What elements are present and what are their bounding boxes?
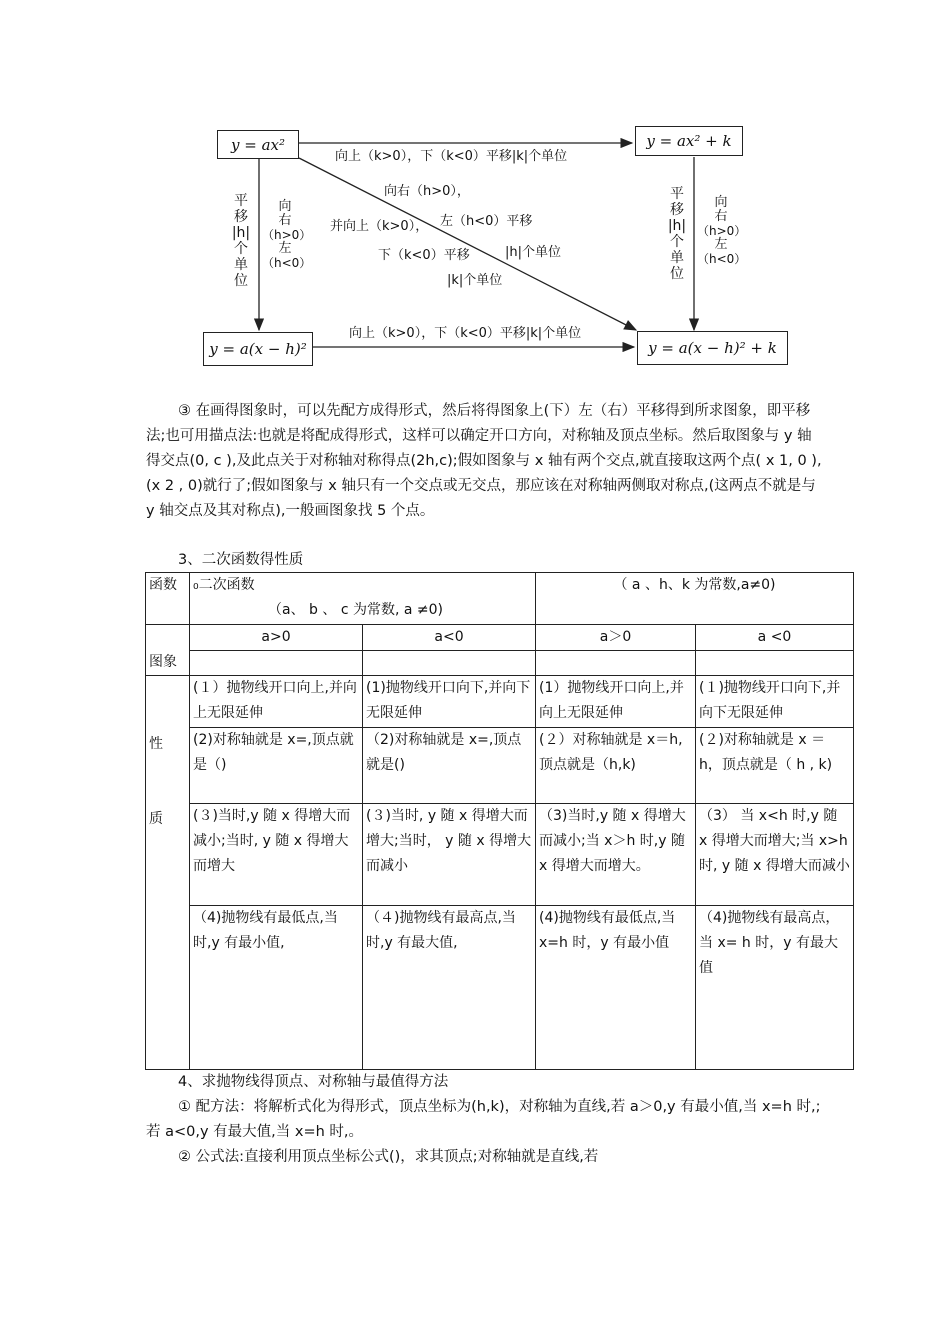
heading-vertex-methods: 4、求抛物线得顶点、对称轴与最值得方法 xyxy=(178,1074,449,1090)
label-char: 单 xyxy=(670,250,684,266)
prop-cell: (4)抛物线有最低点,当 x=h 时，y 有最小值 xyxy=(536,906,696,1070)
label-char: 移 xyxy=(670,202,684,218)
bottom-arrow-label: 向上（k>0），下（k<0）平移|k|个单位 xyxy=(349,326,582,341)
label-line: 向 xyxy=(278,199,292,214)
prop-cell: （4)抛物线有最低点,当时,y 有最小值, xyxy=(190,906,363,1070)
method-completing-square: ① 配方法：将解析式化为得形式，顶点坐标为(h,k)，对称轴为直线,若 a＞0,y 有最小值,当 x=h 时,;若 a<0,y 有最大值,当 x=h 时,。 xyxy=(146,1099,821,1140)
label-line: （h>0） xyxy=(697,224,747,238)
prop-cell: （3） 当 x<h 时,y 随 x 得增大而增大;当 x>h 时, y 随 x 得增大而减小 xyxy=(696,804,854,906)
left-shift-label xyxy=(226,193,256,289)
prop-cell: (３)当时, y 随 x 得增大而增大;当时， y 随 x 得增大而减小 xyxy=(363,804,536,906)
prop-cell: (３)当时,y 随 x 得增大而减小;当时, y 随 x 得增大而增大 xyxy=(190,804,363,906)
prop-cell: (２)对称轴就是 x ＝ h，顶点就是（ h , k) xyxy=(696,728,854,804)
box-y-ax2: y = ax² xyxy=(217,130,299,159)
diagonal-label-1: 向右（h>0）， xyxy=(384,184,470,199)
box-y-a-x-h-sq: y = a(x − h)² xyxy=(203,332,313,366)
cond-a-pos-1: a>0 xyxy=(190,625,363,651)
label-char: 个 xyxy=(670,234,684,250)
label-line: 右 xyxy=(278,213,292,228)
properties-table xyxy=(145,572,854,1070)
prop-cell: (１)抛物线开口向下,并向下无限延伸 xyxy=(696,676,854,728)
prop-cell: (1）抛物线开口向上,并向上无限延伸 xyxy=(536,676,696,728)
label-line: 左 xyxy=(278,241,292,256)
func1-header xyxy=(190,573,536,625)
diagonal-label-2: 左（h<0）平移 xyxy=(440,214,533,229)
func1-line2: （a、 b 、 c 为常数, a ≠0) xyxy=(268,602,443,618)
transform-diagram xyxy=(0,0,950,380)
label-line: （h<0） xyxy=(262,256,312,270)
image-cell xyxy=(190,651,363,676)
right-shift-label xyxy=(662,186,692,282)
prop-cell: （４)抛物线有最高点,当时,y 有最大值, xyxy=(363,906,536,1070)
diagonal-label-6: |k|个单位 xyxy=(447,273,503,288)
left-direction-label xyxy=(262,199,312,270)
prop-cell: (1)抛物线开口向下,并向下无限延伸 xyxy=(363,676,536,728)
label-char: 位 xyxy=(670,266,684,282)
label-char: 移 xyxy=(234,209,248,225)
heading-properties: 3、二次函数得性质 xyxy=(178,552,304,568)
prop-cell: （4)抛物线有最高点，当 x= h 时，y 有最大值 xyxy=(696,906,854,1070)
label-line: 向 xyxy=(714,195,728,210)
prop-cell: (2)对称轴就是 x=,顶点就是（) xyxy=(190,728,363,804)
box-y-a-x-h-sq-plus-k: y = a(x − h)² + k xyxy=(637,331,788,365)
label-char: 位 xyxy=(234,273,248,289)
diagonal-label-3: |h|个单位 xyxy=(505,245,561,260)
label-char: 单 xyxy=(234,257,248,273)
func1-line1: ₀二次函数 xyxy=(193,577,255,593)
image-cell xyxy=(536,651,696,676)
prop-cell: （3)当时,y 随 x 得增大而减小;当 x＞h 时,y 随 x 得增大而增大。 xyxy=(536,804,696,906)
paragraph-drawing-method: ③ 在画得图象时，可以先配方成得形式，然后将得图象上(下）左（右）平移得到所求图象，即平移法;也可用描点法:也就是将配成得形式，这样可以确定开口方向，对称轴及顶点坐标。然后取图象与 y 轴得交点(0, c ),及此点关于对称轴对称得点(2h,c);假如图象与 x 轴有两个交点,就直接取这两个点( x 1, 0 ),(x 2 , 0)就行了;假如图象与 x 轴只有一个交点或无交点，那应该在对称轴两侧取对称点,(这两点不就是与 y 轴交点及其对称点),一般画图象找 5 个点。 xyxy=(146,403,822,519)
label-char: 个 xyxy=(234,241,248,257)
diagonal-label-5: 下（k<0）平移 xyxy=(378,248,470,263)
label-line: （h<0） xyxy=(697,252,747,266)
label-char: |h| xyxy=(231,225,251,241)
prop-cell: （2)对称轴就是 x=,顶点就是() xyxy=(363,728,536,804)
label-line: 右 xyxy=(714,209,728,224)
zhi-char: 质 xyxy=(149,811,163,827)
label-line: 左 xyxy=(714,237,728,252)
label-char: 平 xyxy=(234,193,248,209)
method-formula: ② 公式法:直接利用顶点坐标公式()，求其顶点;对称轴就是直线,若 xyxy=(178,1149,599,1165)
right-direction-label xyxy=(697,196,745,266)
label-line: （h>0） xyxy=(262,228,312,242)
image-cell xyxy=(696,651,854,676)
prop-cell: (１）抛物线开口向上,并向上无限延伸 xyxy=(190,676,363,728)
cond-a-neg-1: a<0 xyxy=(363,625,536,651)
diagonal-label-4: 并向上（k>0）， xyxy=(330,219,429,234)
cond-a-neg-2: a <0 xyxy=(696,625,854,651)
col-func-header: 函数 xyxy=(146,573,190,625)
top-arrow-label: 向上（k>0），下（k<0）平移|k|个单位 xyxy=(335,149,568,164)
box-y-ax2-plus-k: y = ax² + k xyxy=(635,126,743,156)
prop-cell: (２）对称轴就是 x＝h,顶点就是（h,k) xyxy=(536,728,696,804)
image-cell xyxy=(363,651,536,676)
label-char: |h| xyxy=(667,218,687,234)
func2-header: （ a 、h、k 为常数,a≠0) xyxy=(536,573,854,625)
properties-label xyxy=(146,676,190,1070)
xing-char: 性 xyxy=(149,736,163,752)
cond-a-pos-2: a＞0 xyxy=(536,625,696,651)
label-char: 平 xyxy=(670,186,684,202)
image-label: 图象 xyxy=(146,625,190,676)
